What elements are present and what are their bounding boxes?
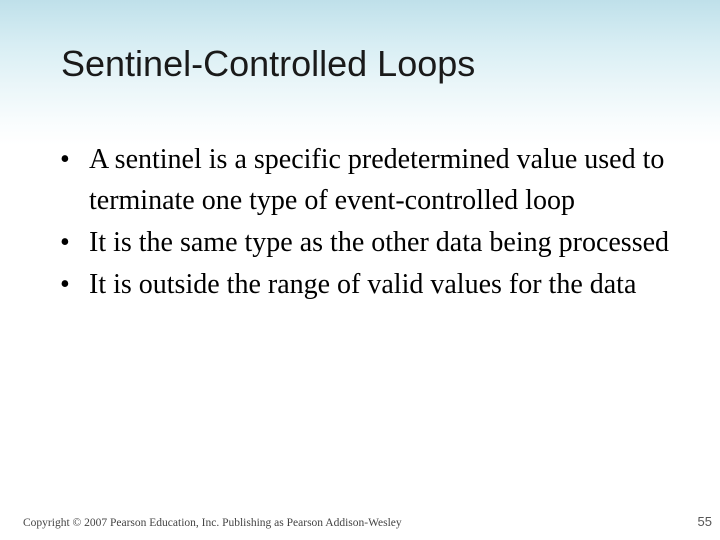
page-number: 55 xyxy=(697,514,712,529)
copyright-footer: Copyright © 2007 Pearson Education, Inc. Publishing as Pearson Addison-Wesley xyxy=(23,517,402,529)
bullet-marker: • xyxy=(60,227,70,258)
bullet-item xyxy=(60,222,670,263)
bullet-item xyxy=(60,139,670,221)
bullet-text: A sentinel is a specific predetermined value used to terminate one type of event-controlled loop xyxy=(89,144,665,216)
bullet-item xyxy=(60,264,670,305)
bullet-list xyxy=(60,139,670,306)
bullet-text: It is the same type as the other data being processed xyxy=(89,227,670,258)
bullet-marker: • xyxy=(60,144,70,175)
slide-title: Sentinel-Controlled Loops xyxy=(61,43,476,84)
bullet-text: It is outside the range of valid values for the data xyxy=(89,269,637,300)
bullet-marker: • xyxy=(60,269,70,300)
